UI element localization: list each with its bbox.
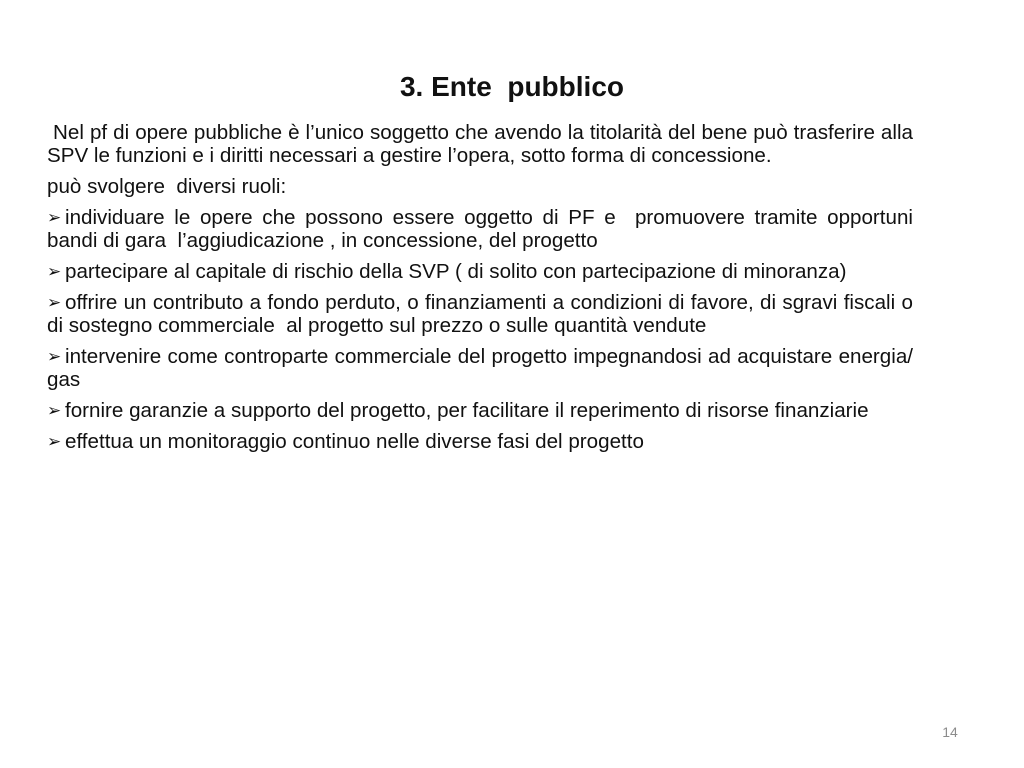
arrow-bullet-icon: ➢ xyxy=(47,293,62,312)
bullet-text: offrire un contributo a fondo perduto, o finanziamenti a condizioni di favore, di sgravi fiscali o di sostegno commerciale al progetto sul prezzo o sulle quantità vendute xyxy=(47,291,919,337)
bullet-text: individuare le opere che possono essere oggetto di PF e promuovere tramite opportuni bandi di gara l’aggiudicazione , in concessione, del progetto xyxy=(47,206,919,252)
arrow-bullet-icon: ➢ xyxy=(47,208,62,227)
slide-title: 3. Ente pubblico xyxy=(399,71,624,102)
bullet-item-4 xyxy=(47,345,919,391)
bullet-item-5 xyxy=(47,399,913,422)
arrow-bullet-icon: ➢ xyxy=(47,262,62,281)
bullet-text: effettua un monitoraggio continuo nelle diverse fasi del progetto xyxy=(65,430,644,453)
arrow-bullet-icon: ➢ xyxy=(47,432,62,451)
page-number: 14 xyxy=(942,724,958,740)
bullet-text: partecipare al capitale di rischio della SVP ( di solito con partecipazione di minoranza) xyxy=(65,260,847,283)
arrow-bullet-icon: ➢ xyxy=(47,347,62,366)
bullet-item-2 xyxy=(47,260,913,283)
intro-paragraph: Nel pf di opere pubbliche è l’unico soggetto che avendo la titolarità del bene può trasferire alla SPV le funzioni e i diritti necessari a gestire l’opera, sotto forma di concessione. xyxy=(47,121,919,167)
bullet-item-1 xyxy=(47,206,919,252)
slide-body xyxy=(47,121,919,461)
bullet-item-6 xyxy=(47,430,913,453)
bullet-text: fornire garanzie a supporto del progetto, per facilitare il reperimento di risorse finanziarie xyxy=(65,399,869,422)
roles-intro: può svolgere diversi ruoli: xyxy=(47,175,287,198)
bullet-text: intervenire come controparte commerciale del progetto impegnandosi ad acquistare energia/ gas xyxy=(47,345,919,391)
arrow-bullet-icon: ➢ xyxy=(47,401,62,420)
bullet-item-3 xyxy=(47,291,919,337)
